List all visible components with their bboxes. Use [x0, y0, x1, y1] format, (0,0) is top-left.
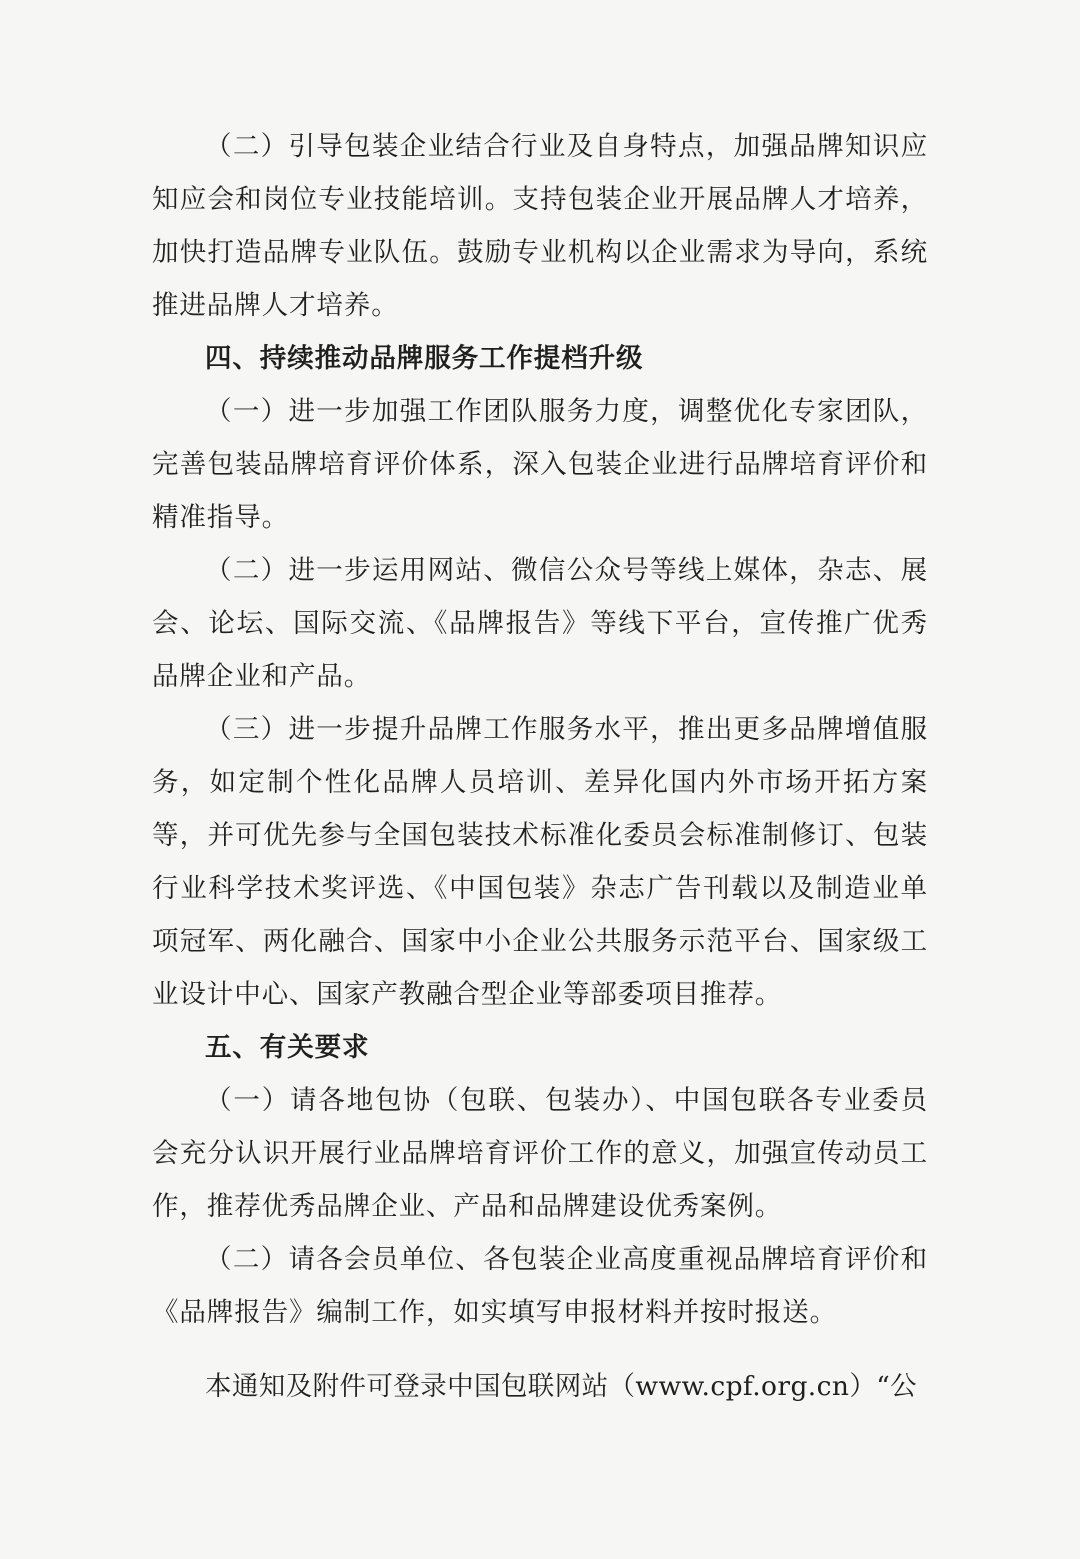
notice-footer-line: 本通知及附件可登录中国包联网站（www.cpf.org.cn）“公	[205, 1371, 918, 1402]
section-heading-5: 五、有关要求	[205, 1032, 370, 1063]
paragraph-value-added-services: （三）进一步提升品牌工作服务水平，推出更多品牌增值服务，如定制个性化品牌人员培训、差异化国内外市场开拓方案等，并可优先参与全国包装技术标准化委员会标准制修订、包装行业科学技术奖评选、《中国包装》杂志广告刊载以及制造业单项冠军、两化融合、国家中小企业公共服务示范平台、国家级工业设计中心、国家产教融合型企业等部委项目推荐。	[152, 714, 928, 1010]
paragraph-brand-talent-training: （二）引导包装企业结合行业及自身特点，加强品牌知识应知应会和岗位专业技能培训。支持包装企业开展品牌人才培养，加快打造品牌专业队伍。鼓励专业机构以企业需求为导向，系统推进品牌人才培养。	[152, 131, 928, 321]
paragraph-team-service: （一）进一步加强工作团队服务力度，调整优化专家团队，完善包装品牌培育评价体系，深入包装企业进行品牌培育评价和精准指导。	[152, 396, 928, 533]
paragraph-media-promotion: （二）进一步运用网站、微信公众号等线上媒体，杂志、展会、论坛、国际交流、《品牌报告》等线下平台，宣传推广优秀品牌企业和产品。	[152, 555, 928, 692]
section-heading-4: 四、持续推动品牌服务工作提档升级	[205, 343, 644, 374]
paragraph-associations-requirements: （一）请各地包协（包联、包装办）、中国包联各专业委员会充分认识开展行业品牌培育评价工作的意义，加强宣传动员工作，推荐优秀品牌企业、产品和品牌建设优秀案例。	[152, 1085, 928, 1222]
paragraph-member-requirements: （二）请各会员单位、各包装企业高度重视品牌培育评价和《品牌报告》编制工作，如实填写申报材料并按时报送。	[152, 1244, 928, 1328]
document-body	[152, 120, 928, 1339]
